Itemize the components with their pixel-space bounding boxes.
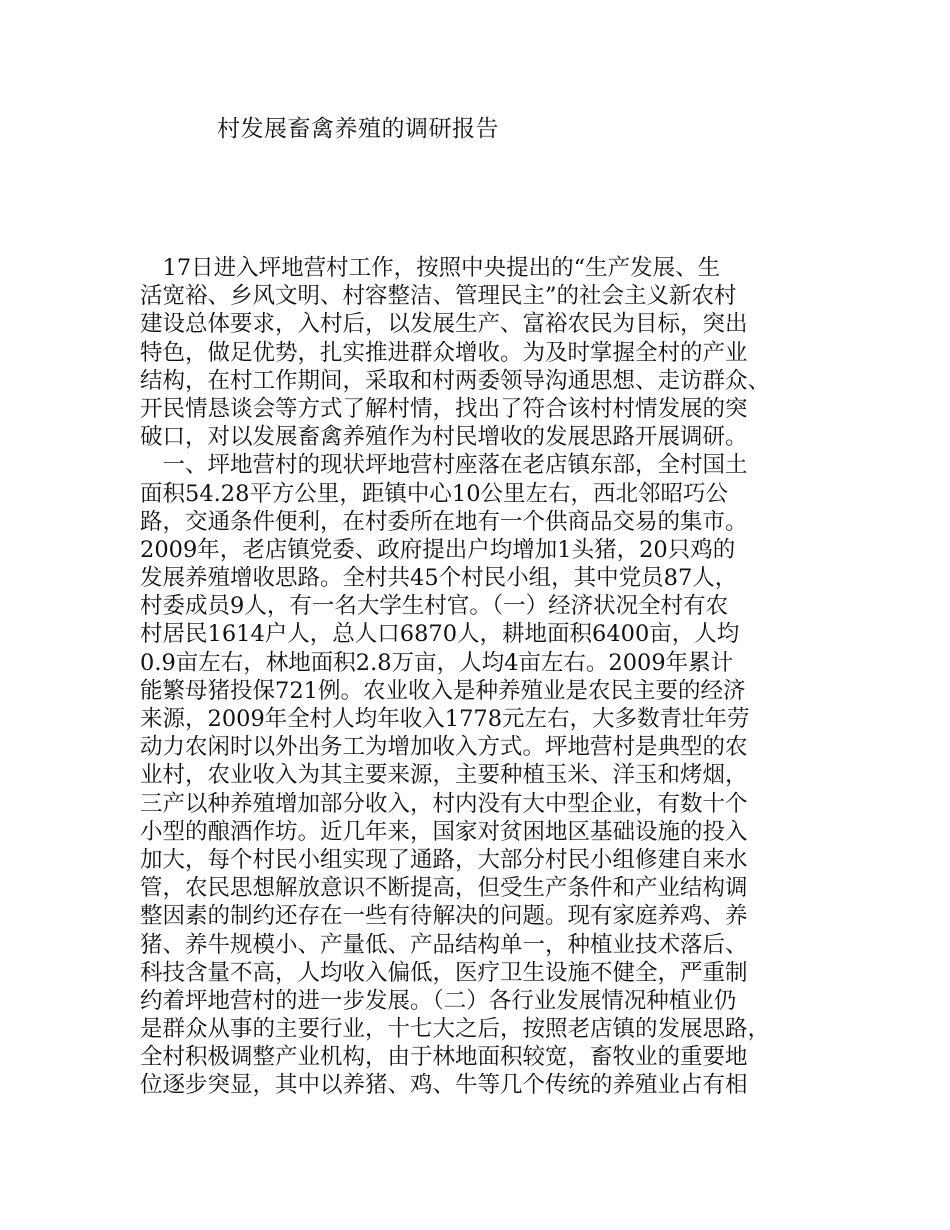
body-line: 2009年，老店镇党委、政府提出户均增加1头猪，20只鸡的 [140, 536, 736, 563]
body-line: 面积54.28平方公里，距镇中心10公里左右，西北邻昭巧公 [140, 480, 729, 507]
body-line: 三产以种养殖增加部分收入，村内没有大中型企业，有数十个 [140, 790, 748, 817]
body-line: 特色，做足优势，扎实推进群众增收。为及时掌握全村的产业 [140, 339, 748, 366]
body-line: 科技含量不高，人均收入偏低，医疗卫生设施不健全，严重制 [140, 959, 748, 986]
body-line: 整因素的制约还存在一些有待解决的问题。现有家庭养鸡、养 [140, 903, 748, 930]
body-line: 位逐步突显，其中以养猪、鸡、牛等几个传统的养殖业占有相 [140, 1072, 748, 1099]
document-body [140, 254, 830, 1100]
body-line: 加大，每个村民小组实现了通路，大部分村民小组修建自来水 [140, 846, 748, 873]
body-line: 小型的酿酒作坊。近几年来，国家对贫困地区基础设施的投入 [140, 818, 748, 845]
body-line: 动力农闲时以外出务工为增加收入方式。坪地营村是典型的农 [140, 734, 748, 761]
body-line: 一、坪地营村的现状坪地营村座落在老店镇东部，全村国土 [140, 452, 748, 479]
body-line: 17日进入坪地营村工作，按照中央提出的“生产发展、生 [140, 255, 721, 281]
document-title: 村发展畜禽养殖的调研报告 [217, 116, 499, 142]
body-line: 活宽裕、乡风文明、村容整洁、管理民主”的社会主义新农村 [140, 283, 737, 310]
body-line: 猪、养牛规模小、产量低、产品结构单一，种植业技术落后、 [140, 931, 748, 958]
body-line: 结构，在村工作期间，采取和村两委领导沟通思想、走访群众、 [140, 367, 771, 394]
body-line: 全村积极调整产业机构，由于林地面积较宽，畜牧业的重要地 [140, 1044, 748, 1071]
body-line: 0.9亩左右，林地面积2.8万亩，人均4亩左右。2009年累计 [140, 649, 734, 676]
body-line: 约着坪地营村的进一步发展。（二）各行业发展情况种植业仍 [140, 987, 737, 1014]
body-line: 来源，2009年全村人均年收入1778元左右，大多数青壮年劳 [140, 706, 750, 732]
body-line: 建设总体要求，入村后，以发展生产、富裕农民为目标，突出 [140, 311, 748, 338]
body-line: 业村，农业收入为其主要来源，主要种植玉米、洋玉和烤烟， [140, 762, 748, 789]
body-line: 破口，对以发展畜禽养殖作为村民增收的发展思路开展调研。 [140, 424, 748, 451]
body-line: 村委成员9人，有一名大学生村官。（一）经济状况全村有农 [140, 593, 729, 620]
body-line: 管，农民思想解放意识不断提高，但受生产条件和产业结构调 [140, 875, 748, 902]
body-line: 发展养殖增收思路。全村共45个村民小组，其中党员87人， [140, 565, 738, 592]
body-line: 能繁母猪投保721例。农业收入是种养殖业是农民主要的经济 [140, 677, 746, 704]
body-line: 路，交通条件便利，在村委所在地有一个供商品交易的集市。 [140, 508, 748, 535]
body-line: 村居民1614户人，总人口6870人，耕地面积6400亩，人均 [140, 621, 740, 648]
body-line: 是群众从事的主要行业，十七大之后，按照老店镇的发展思路， [140, 1016, 771, 1043]
body-line: 开民情恳谈会等方式了解村情，找出了符合该村村情发展的突 [140, 395, 748, 422]
